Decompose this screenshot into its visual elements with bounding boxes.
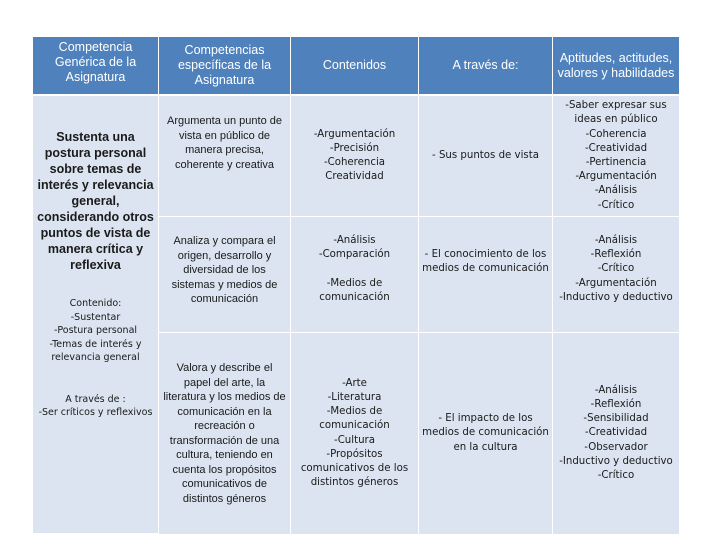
generic-competency-text: Sustenta una postura personal sobre temas de interés y relevancia general, considerando otros puntos de vista de manera crítica y reflexiva	[37, 130, 154, 272]
row1-aptitudes: -Saber expresar sus ideas en público -Coherencia -Creatividad -Pertinencia -Argumentación -Análisis -Crítico	[553, 96, 679, 217]
generic-competency-cell	[33, 96, 159, 534]
row2-contents: -Análisis -Comparación -Medios de comunicación	[291, 217, 419, 333]
generic-through-text: A través de : -Ser críticos y reflexivos	[38, 393, 153, 418]
row2-specific: Analiza y compara el origen, desarrollo y diversidad de los sistemas y medios de comunicación	[159, 217, 291, 333]
row3-aptitudes: -Análisis -Reflexión -Sensibilidad -Creatividad -Observador -Inductivo y deductivo -Crítico	[553, 333, 679, 534]
header-specific: Competencias específicas de la Asignatura	[159, 37, 291, 94]
competencies-table	[33, 37, 679, 534]
header-divider	[33, 94, 679, 96]
row2-through: - El conocimiento de los medios de comunicación	[419, 217, 553, 333]
row2-aptitudes: -Análisis -Reflexión -Crítico -Argumentación -Inductivo y deductivo	[553, 217, 679, 333]
row3-specific: Valora y describe el papel del arte, la literatura y los medios de comunicación en la recreación o transformación de una cultura, teniendo en cuenta los propósitos comunicativos de distintos géneros	[159, 333, 291, 534]
row1-through: - Sus puntos de vista	[419, 96, 553, 217]
row3-through: - El impacto de los medios de comunicación en la cultura	[419, 333, 553, 534]
row3-contents: -Arte -Literatura -Medios de comunicación -Cultura -Propósitos comunicativos de los distintos géneros	[291, 333, 419, 534]
row1-contents: -Argumentación -Precisión -Coherencia Creatividad	[291, 96, 419, 217]
generic-contents-text: Contenido: -Sustentar -Postura personal -Temas de interés y relevancia general	[49, 298, 142, 363]
header-aptitudes: Aptitudes, actitudes, valores y habilidades	[553, 37, 679, 94]
header-contents: Contenidos	[291, 37, 419, 94]
row1-specific: Argumenta un punto de vista en público de manera precisa, coherente y creativa	[159, 96, 291, 217]
header-through: A través de:	[419, 37, 553, 94]
header-generic: Competencia Genérica de la Asignatura	[33, 37, 159, 94]
